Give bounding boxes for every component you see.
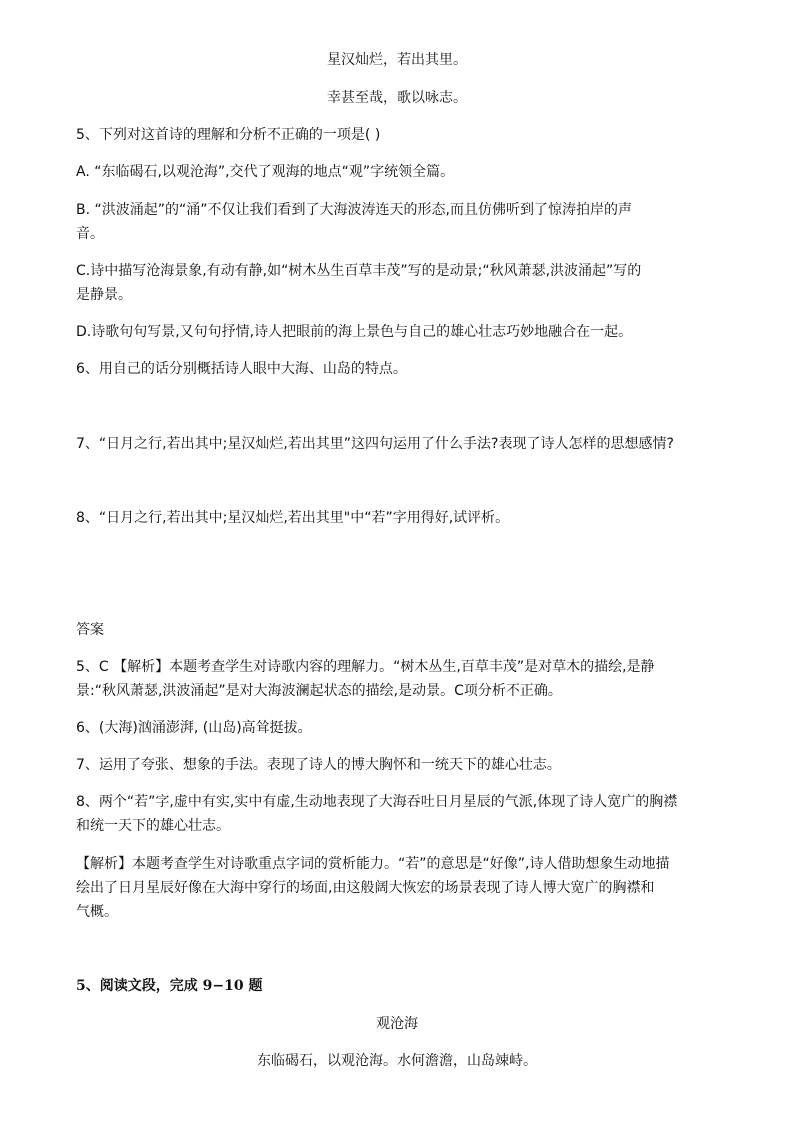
question-5-option-b-line2: 音。 — [76, 226, 104, 242]
analysis-line3: 气概。 — [76, 904, 118, 920]
question-5-stem: 5、下列对这首诗的理解和分析不正确的一项是( ) — [76, 127, 381, 143]
question-5-option-c-line1: C.诗中描写沧海景象,有动有静,如“树木丛生百草丰茂”写的是动景;“秋风萧瑟,洪波涌起”写的 — [76, 263, 642, 279]
question-5-option-b-line1: B. “洪波涌起”的“涌”不仅让我们看到了大海波涛连天的形态,而且仿佛听到了惊涛拍岸的声 — [76, 202, 632, 218]
section-heading: 5、阅读文段，完成 9−10 题 — [76, 978, 263, 994]
answer-7: 7、运用了夸张、想象的手法。表现了诗人的博大胸怀和一统天下的雄心壮志。 — [76, 757, 561, 773]
question-6: 6、用自己的话分别概括诗人眼中大海、山岛的特点。 — [76, 361, 407, 377]
answers-heading: 答案 — [76, 622, 104, 638]
answer-6: 6、(大海)汹涌澎湃, (山岛)高耸挺拔。 — [76, 720, 312, 736]
poem-title: 观沧海 — [376, 1016, 418, 1032]
question-5-option-d: D.诗歌句句写景,又句句抒情,诗人把眼前的海上景色与自己的雄心壮志巧妙地融合在一起。 — [76, 324, 633, 340]
analysis-line2: 绘出了日月星辰好像在大海中穿行的场面,由这般阔大恢宏的场景表现了诗人博大宽广的胸襟和 — [76, 880, 655, 896]
question-7: 7、“日月之行,若出其中;星汉灿烂,若出其里”这四句运用了什么手法?表现了诗人怎样的思想感情? — [76, 436, 674, 452]
analysis-line1: 【解析】本题考查学生对诗歌重点字词的赏析能力。“若”的意思是“好像”,诗人借助想象生动地描 — [76, 856, 670, 872]
question-8: 8、“日月之行,若出其中;星汉灿烂,若出其里"中“若”字用得好,试评析。 — [76, 510, 510, 526]
answer-5-line2: 景:“秋风萧瑟,洪波涌起”是对大海波澜起状态的描绘,是动景。C项分析不正确。 — [76, 683, 562, 699]
answer-5-line1: 5、C 【解析】本题考查学生对诗歌内容的理解力。“树木丛生,百草丰茂”是对草木的描绘,是静 — [76, 659, 655, 675]
poem-first-line: 东临碣石，以观沧海。水何澹澹，山岛竦峙。 — [257, 1053, 537, 1069]
question-5-option-c-line2: 是静景。 — [76, 287, 132, 303]
poem-line-star-river: 星汉灿烂，若出其里。 — [327, 52, 467, 68]
answer-8-line2: 和统一天下的雄心壮志。 — [76, 818, 230, 834]
poem-line-fortunate: 幸甚至哉，歌以咏志。 — [327, 90, 467, 106]
question-5-option-a: A. “东临碣石,以观沧海”,交代了观海的地点“观”字统领全篇。 — [76, 164, 455, 180]
answer-8-line1: 8、两个“若”字,虚中有实,实中有虚,生动地表现了大海吞吐日月星辰的气派,体现了诗人宽广的胸襟 — [76, 794, 678, 810]
